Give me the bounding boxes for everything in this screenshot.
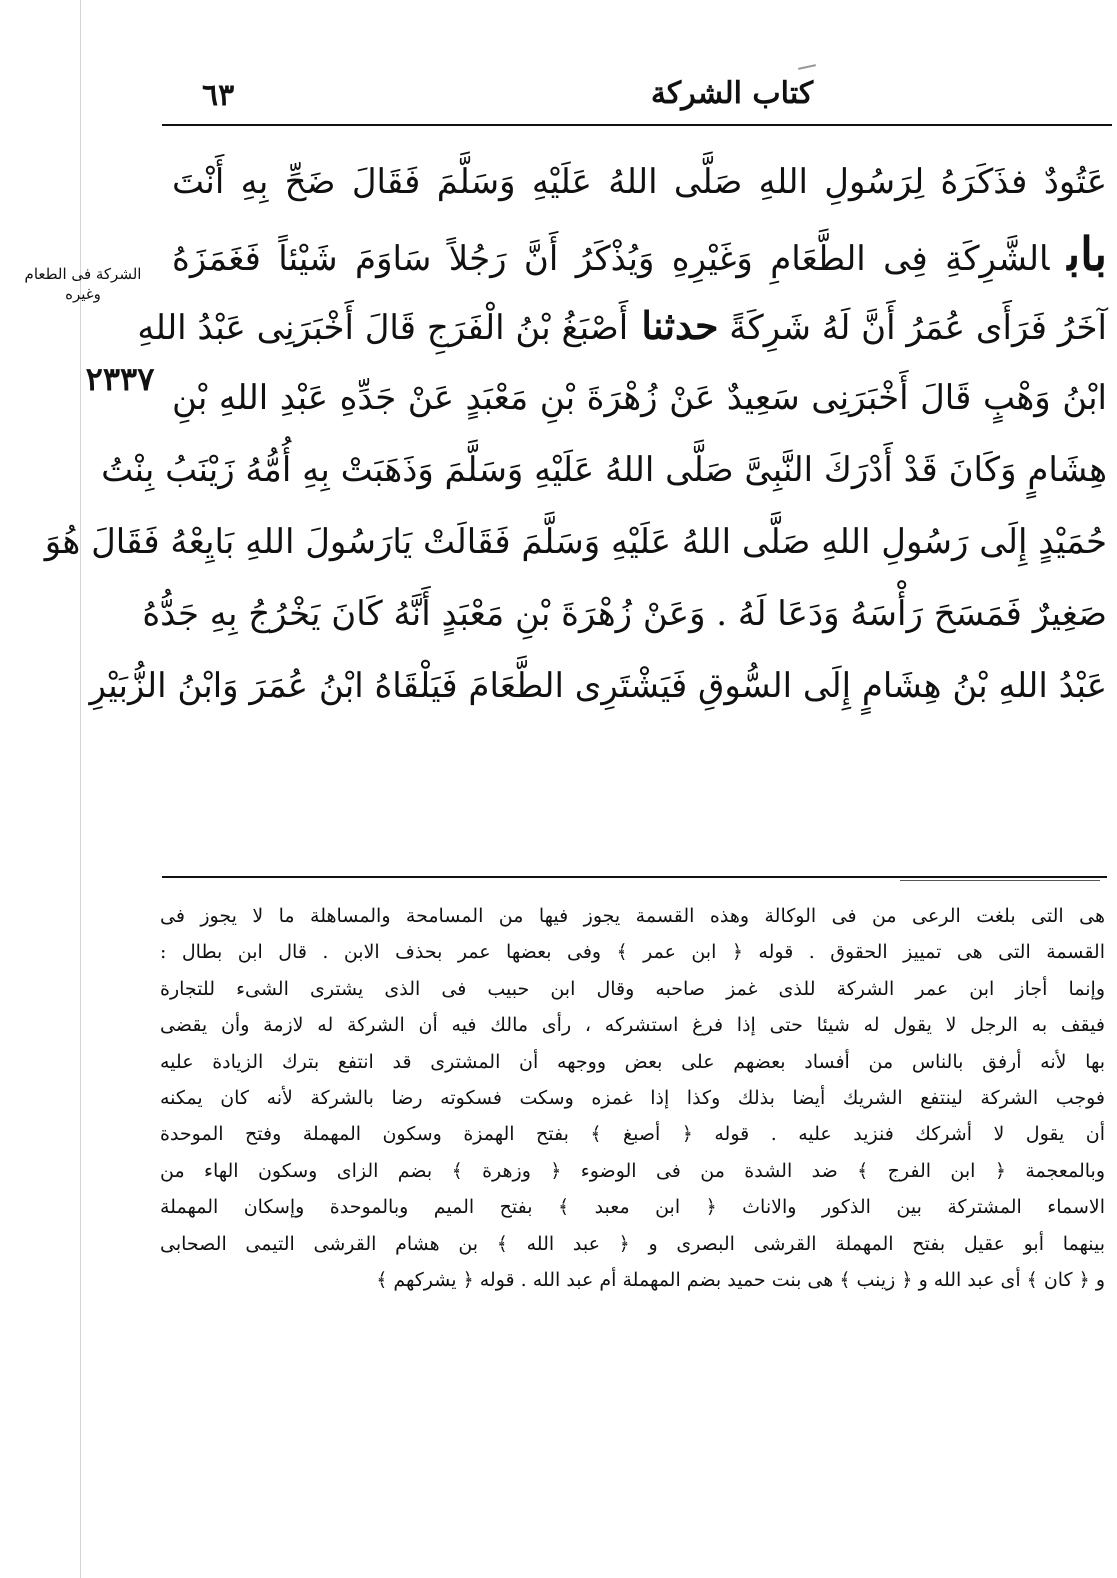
running-title: كتاب الشركة — [650, 76, 814, 111]
main-line-4: ابْنُ وَهْبٍ قَالَ أَخْبَرَنِى سَعِيدٌ عَنْ زُهْرَةَ بْنِ مَعْبَدٍ عَنْ جَدِّهِ عَبْدِ اللهِ بْنِ — [172, 378, 1107, 418]
main-line-3 — [137, 294, 1107, 366]
footnote-line: فوجب الشركة لينتفع الشريك أيضا بذلك وكذا إذا غمزه وسكت فسكوته رضا بالشركة لأنه كان يمكنه — [160, 1086, 1105, 1109]
page-number: ٦٣ — [202, 78, 235, 113]
footnote-line: فيقف به الرجل لا يقول له شيئا حتى إذا فرغ استشركه ، رأى مالك فيه أن الشركة له لازمة وأن يقضى — [160, 1014, 1105, 1037]
main-line-7: صَغِيرٌ فَمَسَحَ رَأْسَهُ وَدَعَا لَهُ . وَعَنْ زُهْرَةَ بْنِ مَعْبَدٍ أَنَّهُ كَانَ يَخْرُجُ بِهِ جَدُّهُ — [142, 594, 1107, 634]
main-line-2 — [172, 222, 1107, 294]
bab-title-text: الشَّرِكَةِ فِى الطَّعَامِ وَغَيْرِهِ وَيُذْكَرُ أَنَّ رَجُلاً سَاوَمَ شَيْئاً فَغَمَزَهُ — [172, 239, 1050, 279]
binding-edge-line — [80, 0, 81, 1578]
footnote-line: أن يقول لا أشركك فنزيد عليه . قوله ﴿ أصبغ ﴾ بفتح الهمزة وسكون المهملة وفتح الموحدة — [160, 1123, 1105, 1146]
main-line-3-text: آخَرُ فَرَأَى عُمَرُ أَنَّ لَهُ شَرِكَةً — [718, 308, 1107, 348]
header-rule — [162, 124, 1112, 126]
footnote-line: هى التى بلغت الرعى من فى الوكالة وهذه القسمة يجوز فيها من المسامحة والمساهلة ما لا يجوز فى — [160, 905, 1105, 927]
footnote-line: القسمة التى هى تمييز الحقوق . قوله ﴿ ابن عمر ﴾ وفى بعضها عمر بحذف الابن . قال ابن بطال : — [160, 941, 1105, 964]
footnote-line: وبالمعجمة ﴿ ابن الفرج ﴾ ضد الشدة من فى الوضوء ﴿ وزهرة ﴾ بضم الزاى وسكون الهاء من — [160, 1159, 1105, 1182]
footnote-line: الاسماء المشتركة بين الذكور والاناث ﴿ ابن معبد ﴾ بفتح الميم وبالموحدة وإسكان المهملة — [160, 1196, 1105, 1219]
footnote-line: بها لأنه أرفق بالناس من أفساد بعضهم على بعض ووجهه أن المشترى قد انتفع بترك الزيادة عليه — [160, 1050, 1105, 1073]
main-line-5: هِشَامٍ وَكَانَ قَدْ أَدْرَكَ النَّبِىَّ صَلَّى اللهُ عَلَيْهِ وَسَلَّمَ وَذَهَبَتْ بِهِ أُمُّهُ زَيْنَبُ بِنْتُ — [101, 450, 1107, 490]
haddathana-word: حدثنا — [628, 303, 719, 348]
footnote-separator — [162, 876, 1107, 878]
bab-heading: باب — [1067, 227, 1107, 281]
footnote-line: و ﴿ كان ﴾ أى عبد الله و ﴿ زينب ﴾ هى بنت حميد بضم المهملة أم عبد الله . قوله ﴿ يشركهم ﴾ — [376, 1268, 1105, 1291]
footnote-separator-short — [900, 880, 1100, 881]
main-line-8: عَبْدُ اللهِ بْنُ هِشَامٍ إِلَى السُّوقِ فَيَشْتَرِى الطَّعَامَ فَيَلْقَاهُ ابْنُ عُمَرَ وَابْنُ الزُّبَيْرِ — [89, 666, 1107, 706]
footnote-line: بينهما أبو عقيل بفتح المهملة القرشى البصرى و ﴿ عبد الله ﴾ بن هشام القرشى التيمى الصحابى — [160, 1232, 1105, 1255]
margin-chapter-note: الشركة فى الطعام وغيره — [24, 265, 142, 303]
print-mark — [798, 64, 816, 70]
main-line-6: حُمَيْدٍ إِلَى رَسُولِ اللهِ صَلَّى اللهُ عَلَيْهِ وَسَلَّمَ فَقَالَتْ يَارَسُولَ اللهِ بَايِعْهُ فَقَالَ هُوَ — [44, 522, 1107, 562]
footnote-line: وإنما أجاز ابن عمر الشركة للذى غمز صاحبه وقال ابن حبيب فى الذى يشترى الشىء للتجارة — [160, 977, 1105, 1000]
page-header — [162, 76, 1112, 122]
hadith-number: ٢٣٣٧ — [85, 360, 155, 398]
main-line-3-rest: أَصْبَغُ بْنُ الْفَرَجِ قَالَ أَخْبَرَنِى عَبْدُ اللهِ — [137, 308, 629, 348]
main-line-1: عَتُودٌ فذَكَرَهُ لِرَسُولِ اللهِ صَلَّى اللهُ عَلَيْهِ وَسَلَّمَ فَقَالَ ضَحِّ بِهِ أَنْتَ — [172, 162, 1107, 202]
commentary-footnote — [160, 898, 1105, 1298]
